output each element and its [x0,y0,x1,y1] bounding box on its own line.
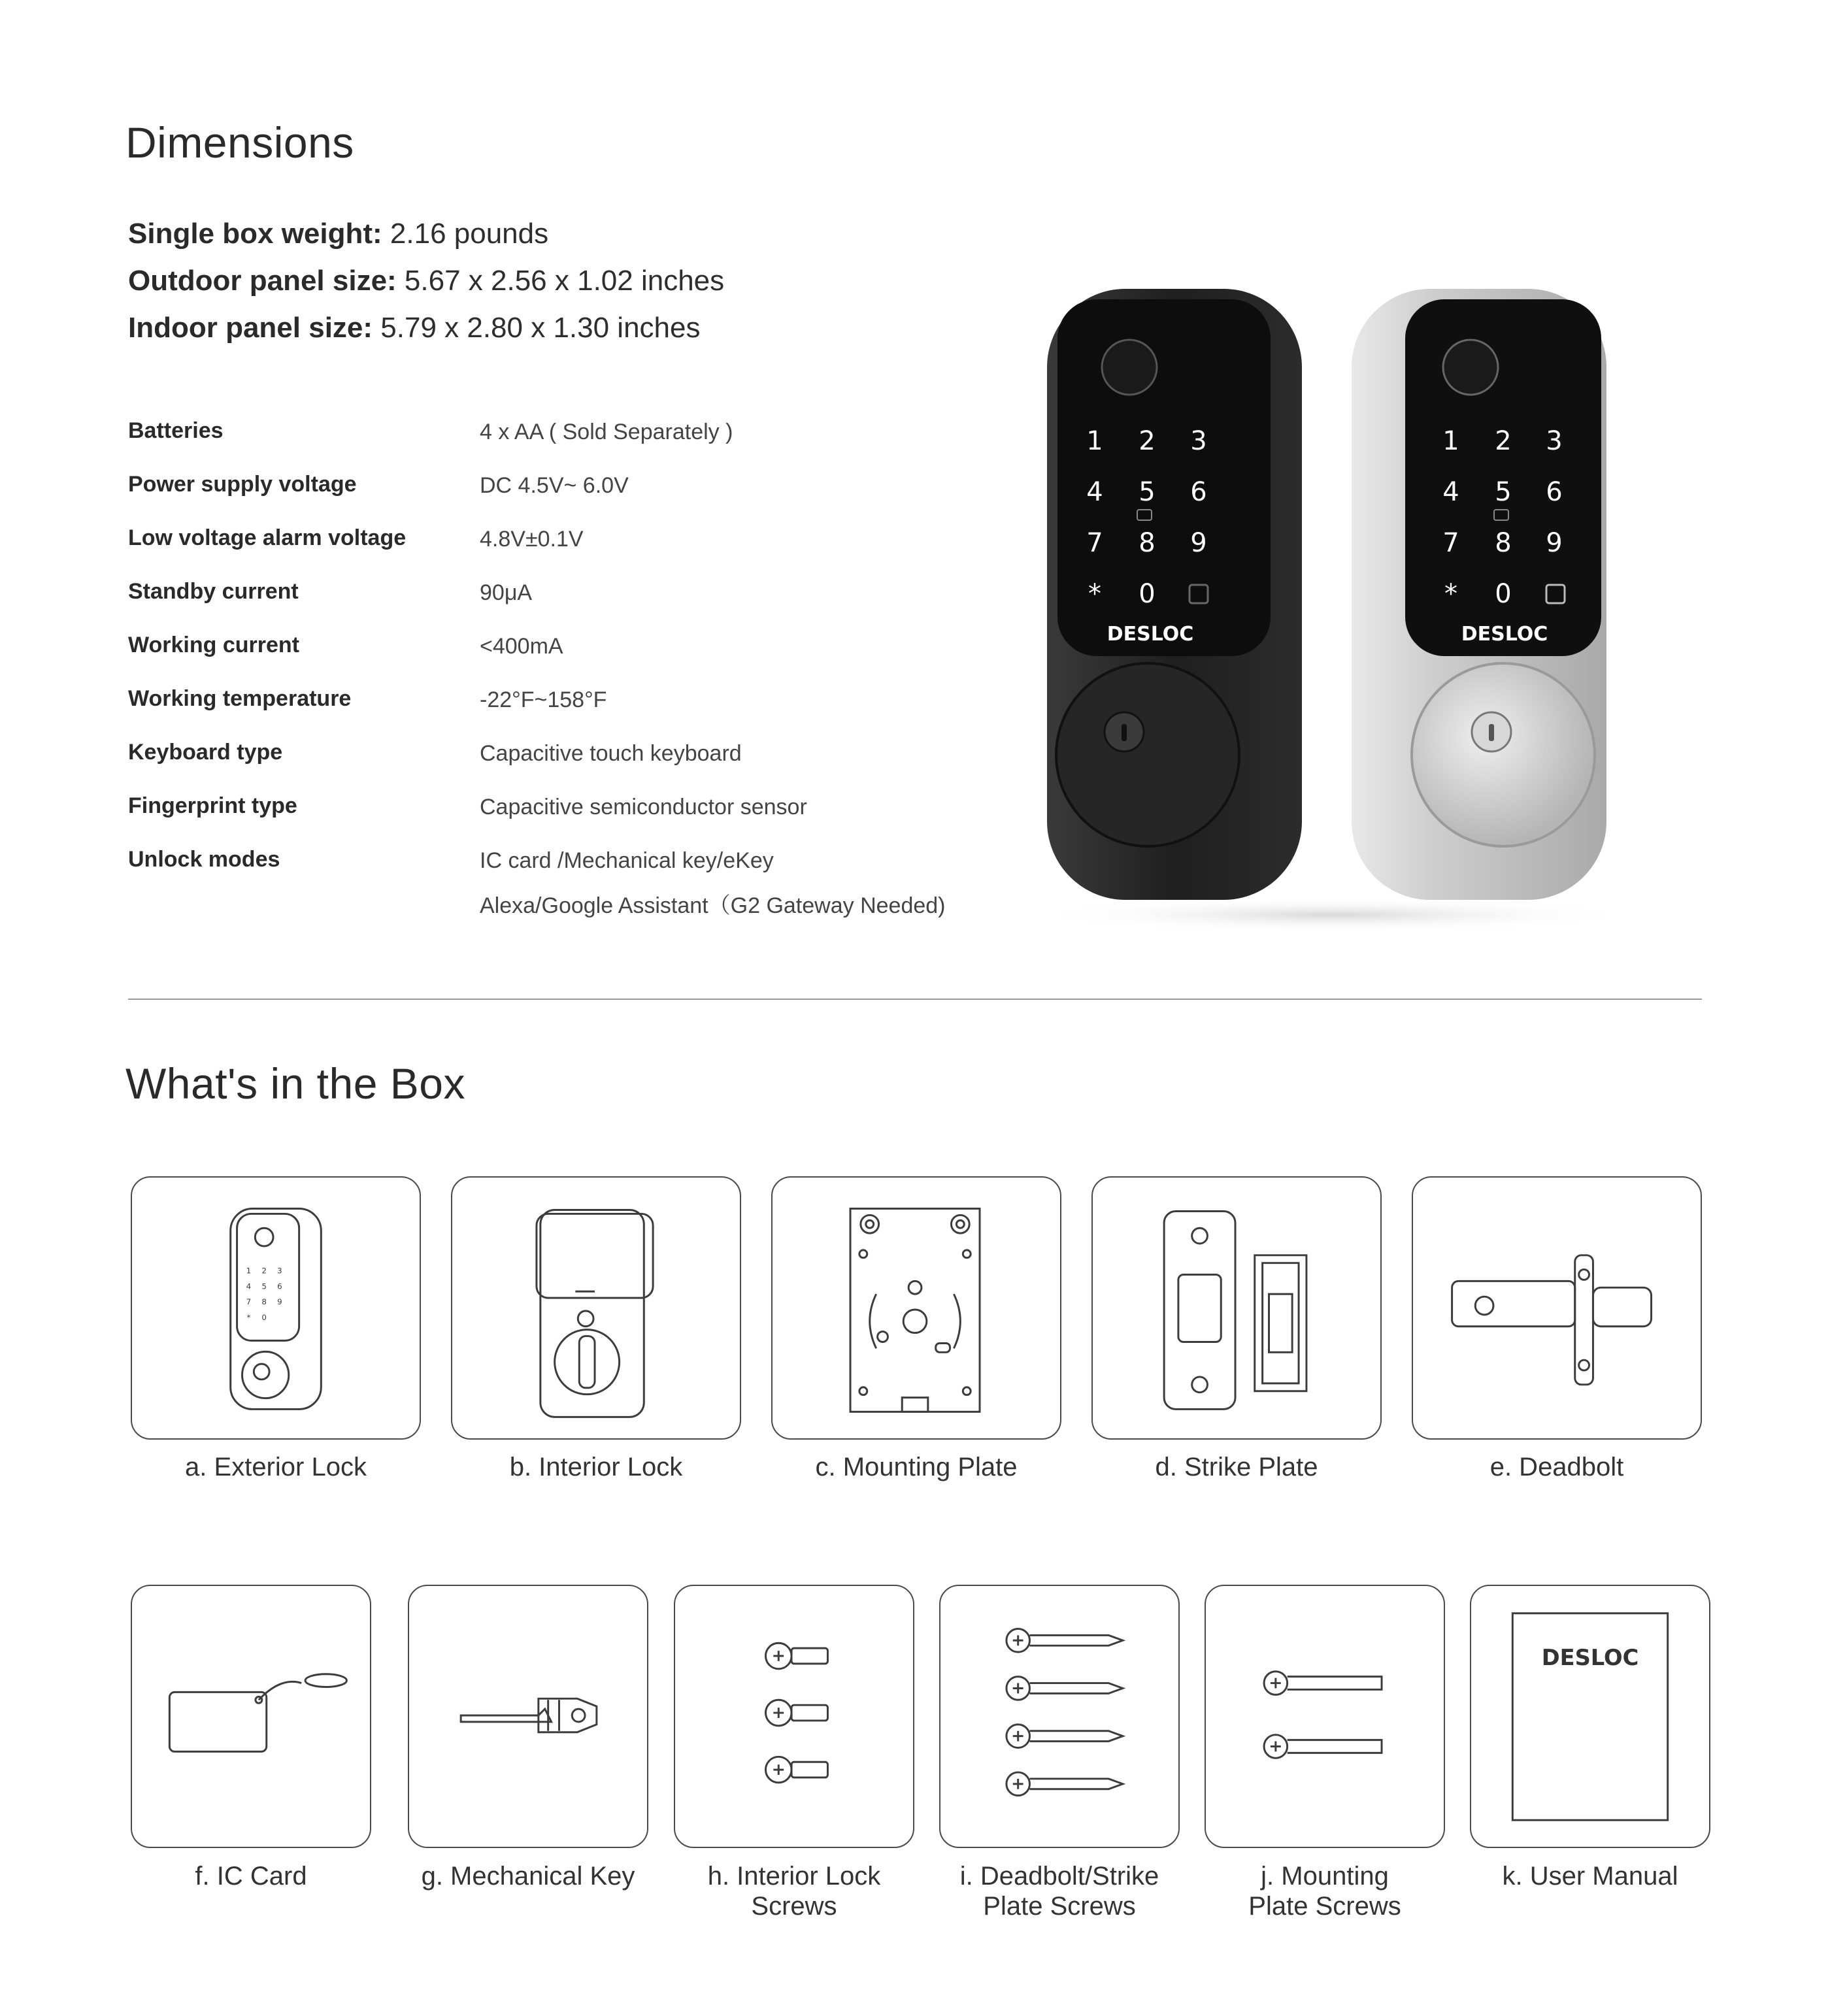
spec-value: Capacitive semiconductor sensor [480,795,807,819]
caption-interior-lock-screws [674,1861,914,1921]
caption-interior-lock: b. Interior Lock [509,1453,683,1481]
summary-label: Single box weight: [128,218,382,250]
interior-screws-drawing [675,1586,913,1847]
svg-text:5: 5 [261,1281,267,1291]
spec-value: Alexa/Google Assistant（G2 Gateway Needed) [480,893,946,918]
caption-exterior-lock: a. Exterior Lock [185,1453,367,1481]
lock-black [1047,289,1302,900]
box-item-mechanical-key [408,1585,648,1848]
box-item-deadbolt [1412,1176,1702,1440]
spec-label: Batteries [128,418,224,443]
keypad-key: 7 [1086,528,1103,558]
box-item-mounting-plate-screws [1205,1585,1445,1848]
box-item-mounting-plate [771,1176,1061,1440]
svg-text:0: 0 [261,1312,267,1322]
caption-line: j. Mounting [1261,1862,1389,1891]
caption-user-manual: k. User Manual [1502,1862,1678,1891]
strike-plate-drawing [1093,1178,1380,1438]
box-item-ic-card [131,1585,371,1848]
product-image [1020,274,1647,941]
mounting-plate-screws-drawing [1206,1586,1444,1847]
deadbolt-strike-screws-drawing [940,1586,1178,1847]
svg-text:*: * [246,1312,251,1322]
keypad-key: 0 [1495,579,1512,609]
spec-value: -22°F~158°F [480,687,607,712]
lock-silver [1352,289,1606,900]
keypad-key: 6 [1546,477,1563,507]
svg-text:9: 9 [277,1297,282,1307]
box-item-interior-lock [451,1176,741,1440]
product-image-svg [1020,274,1647,941]
box-item-deadbolt-strike-screws [939,1585,1180,1848]
exterior-lock-drawing [132,1178,420,1438]
keypad-key: 1 [1442,426,1459,456]
spec-label: Keyboard type [128,740,283,765]
caption-line: Plate Screws [983,1892,1136,1921]
caption-strike-plate: d. Strike Plate [1155,1453,1318,1481]
keypad-key: 5 [1139,477,1156,507]
mounting-plate-drawing [773,1178,1060,1438]
keypad-key: 8 [1139,528,1156,558]
summary-block [128,210,724,352]
summary-value: 5.67 x 2.56 x 1.02 inches [396,265,725,297]
keypad-key: 3 [1190,426,1207,456]
caption-line: i. Deadbolt/Strike [959,1862,1159,1891]
keypad-key: 9 [1546,528,1563,558]
keypad-key: 0 [1139,579,1156,609]
caption-mechanical-key: g. Mechanical Key [421,1862,635,1891]
spec-label: Unlock modes [128,847,280,872]
summary-indoor-size [128,305,724,352]
keypad-key: 6 [1190,477,1207,507]
caption-ic-card: f. IC Card [195,1862,307,1891]
summary-label: Outdoor panel size: [128,265,397,297]
keypad-key: 2 [1139,426,1156,456]
svg-text:8: 8 [261,1297,267,1307]
caption-mounting-plate-screws [1205,1861,1445,1921]
brand-logo: DESLOC [1461,623,1548,646]
keypad-key: 4 [1086,477,1103,507]
spec-label: Fingerprint type [128,793,297,818]
keypad-key: 4 [1442,477,1459,507]
keypad-key: 1 [1086,426,1103,456]
box-item-exterior-lock [131,1176,421,1440]
summary-outdoor-size [128,257,724,305]
caption-deadbolt-strike-screws [939,1861,1180,1921]
summary-value: 5.79 x 2.80 x 1.30 inches [373,312,701,344]
floor-shadow [1033,898,1634,932]
caption-line: Plate Screws [1248,1892,1401,1921]
keypad-key: 2 [1495,426,1512,456]
keypad-key: * [1444,579,1457,609]
keypad-key: 3 [1546,426,1563,456]
spec-label: Low voltage alarm voltage [128,525,407,550]
spec-label: Power supply voltage [128,472,357,497]
svg-text:4: 4 [246,1281,252,1291]
keypad-key: * [1088,579,1101,609]
svg-text:2: 2 [261,1266,267,1276]
section-divider [128,999,1702,1000]
keypad-key: 8 [1495,528,1512,558]
manual-brand: DESLOC [1541,1644,1639,1670]
ic-card-drawing [132,1586,370,1847]
box-item-strike-plate [1091,1176,1382,1440]
caption-line: Screws [751,1892,837,1921]
dimensions-title: Dimensions [125,118,354,167]
svg-text:3: 3 [277,1266,282,1276]
caption-line: h. Interior Lock [707,1862,881,1891]
spec-value: 4.8V±0.1V [480,527,584,552]
keypad-key: 5 [1495,477,1512,507]
caption-deadbolt: e. Deadbolt [1489,1453,1624,1481]
user-manual-drawing [1471,1586,1709,1847]
deadbolt-drawing [1413,1178,1701,1438]
keypad-key: 7 [1442,528,1459,558]
summary-label: Indoor panel size: [128,312,373,344]
box-title: What's in the Box [125,1059,465,1108]
interior-lock-drawing [452,1178,740,1438]
summary-value: 2.16 pounds [382,218,549,250]
summary-weight [128,210,724,257]
box-item-user-manual [1470,1585,1710,1848]
spec-value: 90μA [480,580,533,605]
svg-text:1: 1 [246,1266,252,1276]
keypad-key: 9 [1190,528,1207,558]
spec-value: Capacitive touch keyboard [480,741,742,766]
spec-value: <400mA [480,634,563,659]
caption-mounting-plate: c. Mounting Plate [815,1453,1018,1481]
spec-value: 4 x AA ( Sold Separately ) [480,420,733,444]
svg-text:6: 6 [277,1281,282,1291]
spec-label: Working temperature [128,686,352,711]
box-item-interior-lock-screws [674,1585,914,1848]
brand-logo: DESLOC [1106,623,1194,646]
spec-value: IC card /Mechanical key/eKey [480,848,774,873]
spec-label: Standby current [128,579,299,604]
svg-text:7: 7 [246,1297,252,1307]
spec-value: DC 4.5V~ 6.0V [480,473,629,498]
mechanical-key-drawing [409,1586,647,1847]
spec-label: Working current [128,633,299,657]
